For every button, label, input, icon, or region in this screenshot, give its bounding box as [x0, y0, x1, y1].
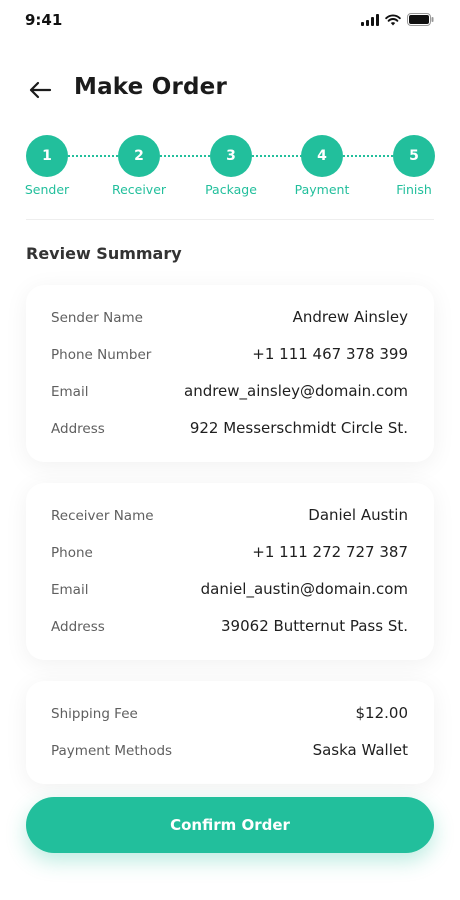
row-label: Phone [51, 545, 93, 561]
summary-row [51, 580, 408, 602]
arrow-left-icon [28, 81, 52, 99]
summary-row [51, 704, 408, 726]
confirm-order-button[interactable]: Confirm Order [26, 797, 434, 853]
row-label: Address [51, 421, 105, 437]
row-label: Email [51, 582, 89, 598]
row-value: daniel_austin@domain.com [200, 580, 408, 598]
summary-row [51, 543, 408, 565]
page-title: Make Order [74, 74, 227, 100]
summary-row [51, 382, 408, 404]
step-label: Package [205, 182, 257, 197]
header [0, 70, 460, 110]
status-time: 9:41 [25, 11, 63, 29]
divider [26, 219, 434, 220]
status-bar [0, 0, 460, 44]
step-package[interactable] [191, 135, 271, 197]
row-value: Andrew Ainsley [292, 308, 408, 326]
row-value: +1 111 272 727 387 [252, 543, 408, 561]
row-value: 39062 Butternut Pass St. [221, 617, 408, 635]
row-value: andrew_ainsley@domain.com [184, 382, 408, 400]
step-label: Sender [24, 182, 70, 197]
battery-icon [407, 13, 434, 26]
row-label: Payment Methods [51, 743, 173, 759]
step-number: 1 [26, 135, 68, 177]
step-number: 5 [393, 135, 435, 177]
back-button[interactable] [26, 77, 54, 103]
step-label: Payment [294, 182, 350, 197]
row-value: Daniel Austin [308, 506, 408, 524]
step-number: 2 [118, 135, 160, 177]
row-label: Shipping Fee [51, 706, 138, 722]
step-number: 3 [210, 135, 252, 177]
summary-row [51, 506, 408, 528]
summary-row [51, 345, 408, 367]
step-receiver[interactable] [99, 135, 179, 197]
step-label: Receiver [111, 182, 167, 197]
row-label: Address [51, 619, 105, 635]
step-finish[interactable] [374, 135, 454, 197]
row-label: Email [51, 384, 89, 400]
step-label: Finish [396, 182, 432, 197]
step-sender[interactable] [7, 135, 87, 197]
row-value: $12.00 [355, 704, 408, 722]
section-title: Review Summary [26, 244, 182, 263]
signal-icon [361, 14, 379, 26]
summary-row [51, 419, 408, 441]
wifi-icon [385, 14, 401, 26]
row-label: Receiver Name [51, 508, 154, 524]
row-value: +1 111 467 378 399 [252, 345, 408, 363]
row-value: 922 Messerschmidt Circle St. [189, 419, 408, 437]
receiver-summary-card [26, 483, 434, 660]
order-stepper [0, 135, 460, 205]
step-number: 4 [301, 135, 343, 177]
summary-row [51, 308, 408, 330]
step-payment[interactable] [282, 135, 362, 197]
status-icons [361, 13, 434, 26]
row-label: Phone Number [51, 347, 152, 363]
payment-summary-card [26, 681, 434, 784]
row-label: Sender Name [51, 310, 143, 326]
summary-row [51, 617, 408, 639]
sender-summary-card [26, 285, 434, 462]
summary-row [51, 741, 408, 763]
row-value: Saska Wallet [312, 741, 408, 759]
